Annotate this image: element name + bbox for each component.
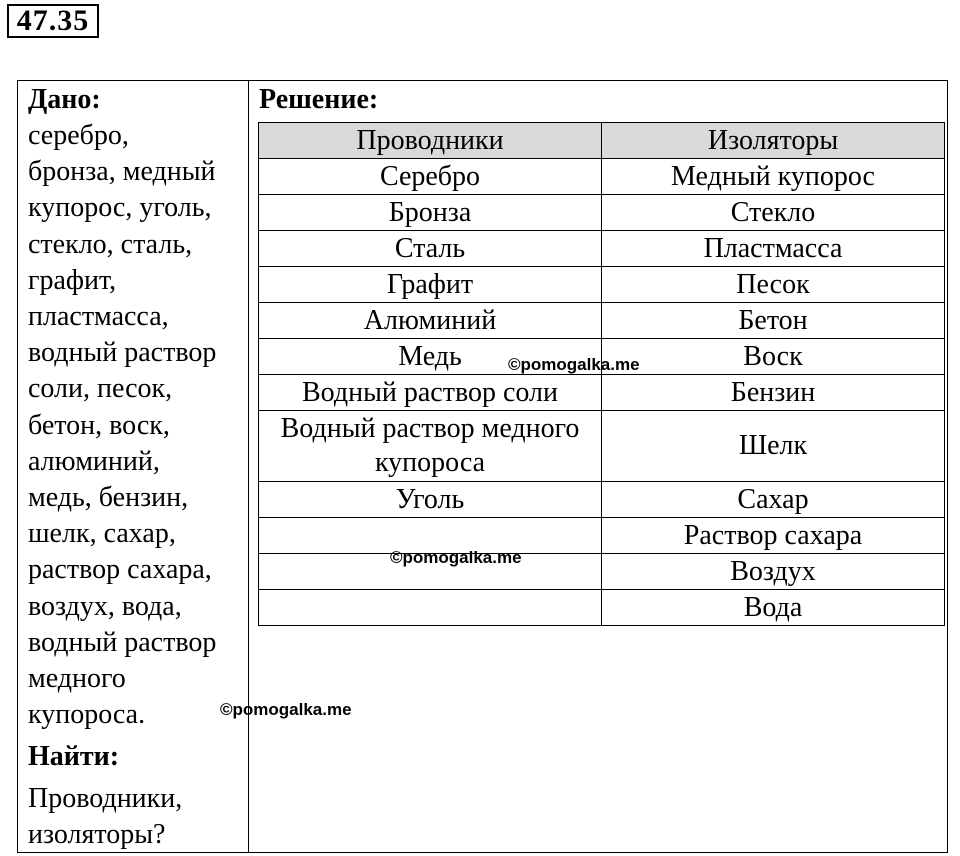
conductor-cell: Бронза <box>259 195 602 231</box>
given-line: бронза, медный <box>28 156 216 188</box>
insulator-cell: Медный купорос <box>602 159 945 195</box>
column-header-conductors: Проводники <box>259 123 602 159</box>
table-row <box>259 267 945 303</box>
given-line: купорос, уголь, <box>28 192 212 224</box>
column-divider <box>248 80 249 853</box>
table-header-row <box>259 123 945 159</box>
given-line: раствор сахара, <box>28 554 212 586</box>
insulator-cell: Раствор сахара <box>602 518 945 554</box>
conductor-cell: Уголь <box>259 482 602 518</box>
table-row <box>259 411 945 482</box>
given-line: медь, бензин, <box>28 482 189 514</box>
conductor-cell: Сталь <box>259 231 602 267</box>
insulator-cell: Шелк <box>602 411 945 482</box>
conductor-cell: Водный раствор медного купороса <box>259 411 602 482</box>
conductor-cell: Медь <box>259 339 602 375</box>
conductor-cell <box>259 590 602 626</box>
given-line: бетон, воск, <box>28 409 170 441</box>
given-line: стекло, сталь, <box>28 228 193 260</box>
table-row <box>259 554 945 590</box>
insulator-cell: Пластмасса <box>602 231 945 267</box>
given-list <box>28 118 244 733</box>
column-header-insulators: Изоляторы <box>602 123 945 159</box>
insulator-cell: Бетон <box>602 303 945 339</box>
table-row <box>259 375 945 411</box>
insulator-cell: Воздух <box>602 554 945 590</box>
problem-number: 47.35 <box>7 4 99 38</box>
find-line: изоляторы? <box>28 819 166 851</box>
table-row <box>259 195 945 231</box>
solution-heading: Решение: <box>259 84 379 115</box>
given-line: купороса. <box>28 699 146 731</box>
find-heading: Найти: <box>28 741 120 773</box>
insulator-cell: Стекло <box>602 195 945 231</box>
given-line: серебро, <box>28 120 129 151</box>
conductor-cell: Водный раствор соли <box>259 375 602 411</box>
given-line: медного <box>28 663 126 695</box>
given-line: алюминий, <box>28 445 160 477</box>
insulator-cell: Бензин <box>602 375 945 411</box>
watermark: ©pomogalka.me <box>390 548 522 567</box>
table-row <box>259 303 945 339</box>
insulator-cell: Вода <box>602 590 945 626</box>
watermark: ©pomogalka.me <box>220 700 352 719</box>
find-list <box>28 781 244 853</box>
given-line: пластмасса, <box>28 301 169 333</box>
table-row <box>259 231 945 267</box>
table-row <box>259 518 945 554</box>
watermark: ©pomogalka.me <box>508 355 640 374</box>
insulator-cell: Песок <box>602 267 945 303</box>
given-line: водный раствор <box>28 337 217 369</box>
conductor-cell: Графит <box>259 267 602 303</box>
given-line: шелк, сахар, <box>28 518 176 550</box>
table-row <box>259 482 945 518</box>
conductor-cell: Серебро <box>259 159 602 195</box>
insulator-cell: Воск <box>602 339 945 375</box>
given-line: водный раствор <box>28 626 217 658</box>
conductor-cell: Алюминий <box>259 303 602 339</box>
table-row <box>259 159 945 195</box>
given-line: графит, <box>28 264 117 296</box>
insulator-cell: Сахар <box>602 482 945 518</box>
find-line: Проводники, <box>28 783 183 815</box>
given-line: соли, песок, <box>28 373 173 405</box>
given-heading: Дано: <box>28 84 101 115</box>
table-row <box>259 590 945 626</box>
given-panel <box>28 84 244 853</box>
given-line: воздух, вода, <box>28 590 182 622</box>
